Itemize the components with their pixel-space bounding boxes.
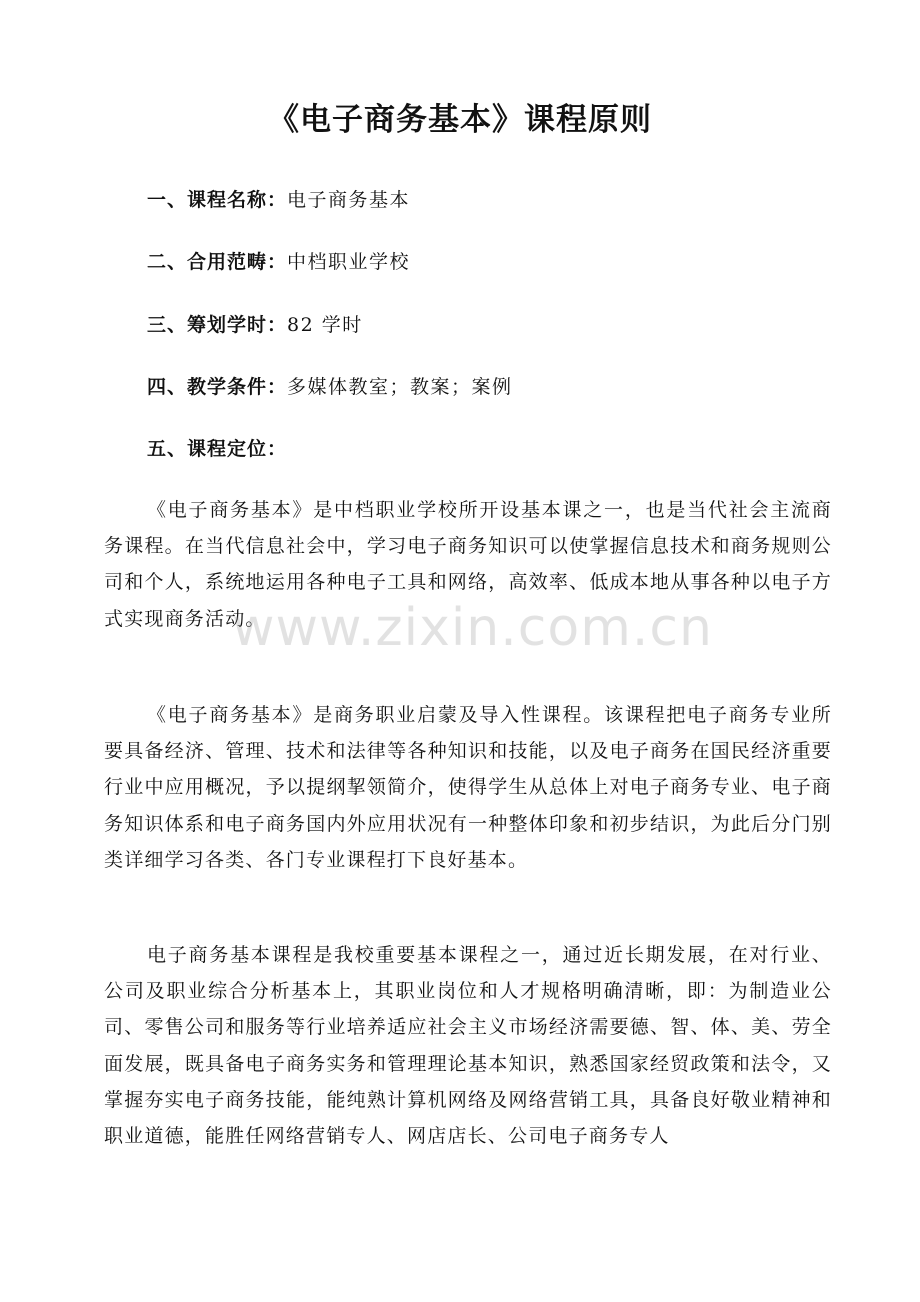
field-hours bbox=[147, 311, 363, 339]
field-positioning bbox=[147, 435, 287, 463]
field-scope bbox=[147, 248, 410, 276]
watermark: www.zixin.com.cn bbox=[232, 598, 713, 658]
field-label: 二、合用范畴： bbox=[147, 251, 288, 273]
document-title: 《电子商务基本》课程原则 bbox=[268, 102, 652, 138]
field-label: 一、课程名称： bbox=[147, 189, 288, 211]
field-label: 五、课程定位： bbox=[147, 438, 288, 460]
field-label: 四、教学条件： bbox=[147, 376, 288, 398]
field-value: 82 学时 bbox=[287, 314, 363, 336]
body-paragraph: 《电子商务基本》是商务职业启蒙及导入性课程。该课程把电子商务专业所要具备经济、管理、技术和法律等各种知识和技能，以及电子商务在国民经济重要行业中应用概况，予以提纲挈领简介，使得学生从总体上对电子商务专业、电子商务知识体系和电子商务国内外应用状况有一种整体印象和初步结识，为此后分门别类详细学习各类、各门专业课程打下良好基本。 bbox=[104, 704, 832, 871]
field-value: 电子商务基本 bbox=[287, 189, 411, 211]
body-paragraph: 电子商务基本课程是我校重要基本课程之一，通过近长期发展，在对行业、公司及职业综合分析基本上，其职业岗位和人才规格明确清晰，即：为制造业公司、零售公司和服务等行业培养适应社会主义市场经济需要德、智、体、美、劳全面发展，既具备电子商务实务和管理理论基本知识，熟悉国家经贸政策和法令，又掌握夯实电子商务技能，能纯熟计算机网络及网络营销工具，具备良好敬业精神和职业道德，能胜任网络营销专人、网店店长、公司电子商务专人 bbox=[104, 944, 832, 1148]
field-value: 中档职业学校 bbox=[287, 251, 411, 273]
field-course-name bbox=[147, 186, 410, 214]
field-label: 三、筹划学时： bbox=[147, 314, 288, 336]
field-value: 多媒体教室；教案；案例 bbox=[287, 376, 513, 398]
field-conditions bbox=[147, 373, 513, 401]
body-paragraph: 《电子商务基本》是中档职业学校所开设基本课之一，也是当代社会主流商务课程。在当代信息社会中，学习电子商务知识可以使掌握信息技术和商务规则公司和个人，系统地运用各种电子工具和网络，高效率、低成本地从事各种以电子方式实现商务活动。 bbox=[104, 499, 832, 630]
